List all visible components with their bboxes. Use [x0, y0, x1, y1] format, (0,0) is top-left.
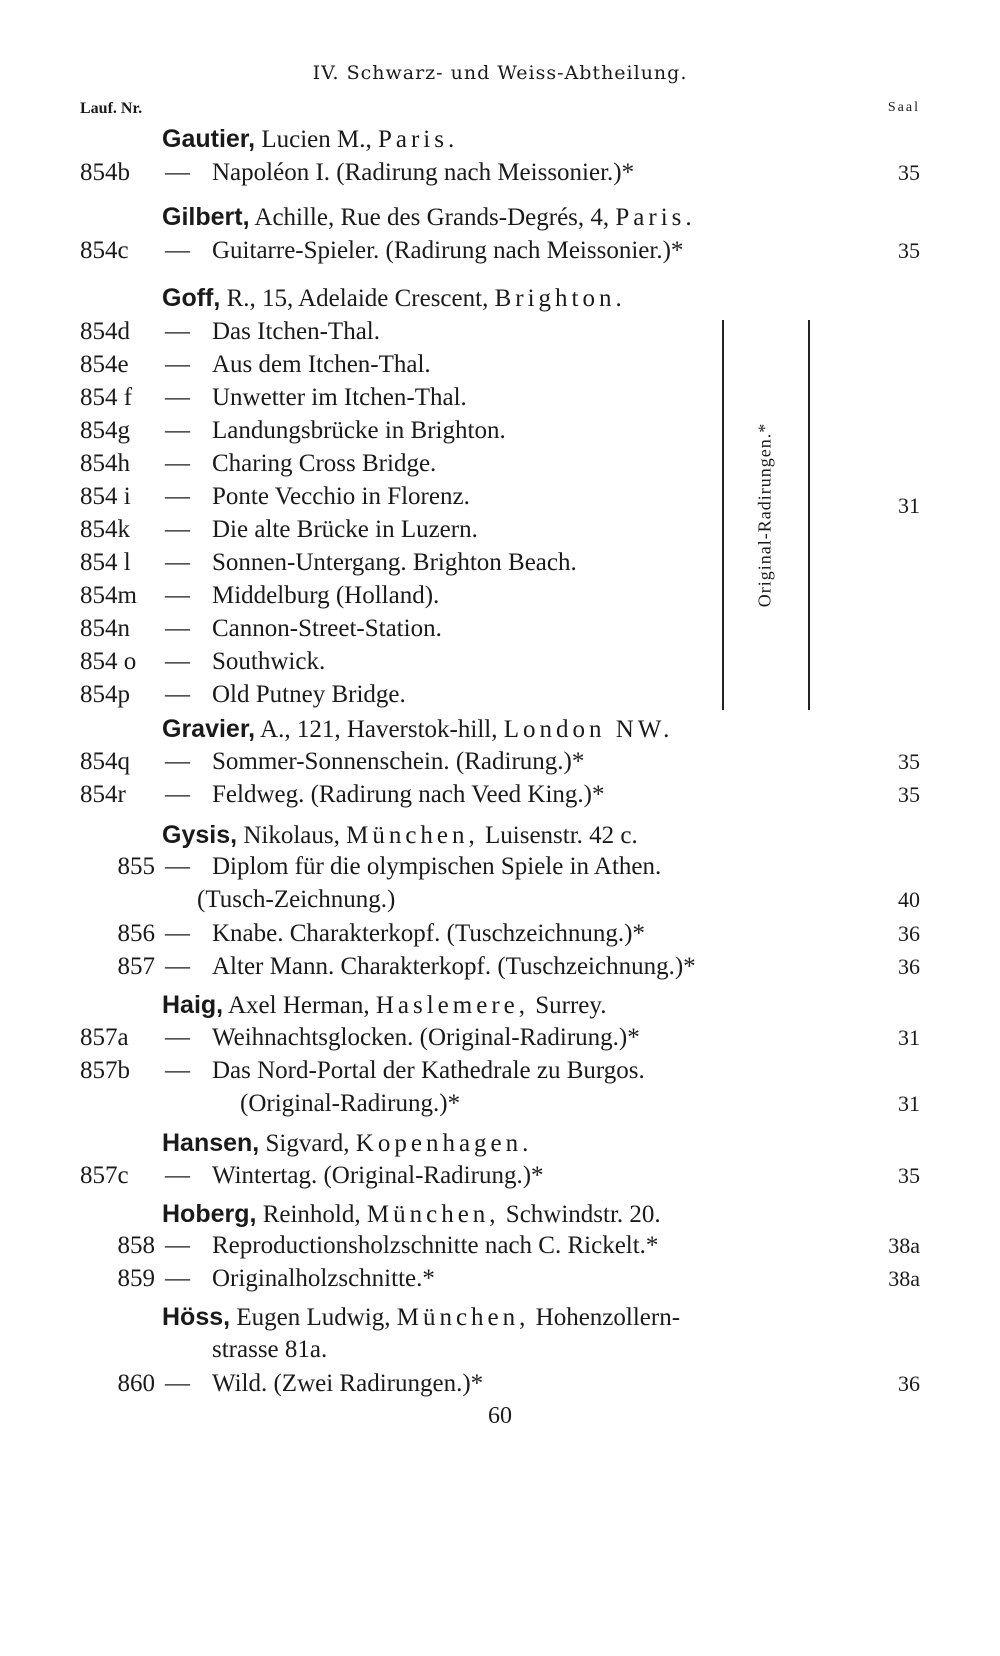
entry-title: Unwetter im Itchen-Thal.	[212, 384, 467, 411]
room-number: 36	[898, 1371, 920, 1396]
entry-title: Middelburg (Holland).	[212, 582, 440, 609]
entry-title: Wild. (Zwei Radirungen.)*	[212, 1370, 484, 1397]
entry-number: 854 l	[80, 549, 131, 576]
entry-title: Reproductionsholzschnitte nach C. Rickelt.*	[212, 1232, 659, 1259]
room-number: 31	[898, 1091, 920, 1116]
entry-number: 857a	[80, 1024, 129, 1051]
entry-number: 854q	[80, 748, 130, 775]
entry-title: Napoléon I. (Radirung nach Meissonier.)*	[212, 159, 635, 186]
catalogue-entry: 854h — Charing Cross Bridge.	[0, 447, 1000, 481]
entry-number: 857b	[80, 1057, 130, 1084]
artist-name: Gilbert,	[162, 203, 250, 231]
entry-title: Diplom für die olympischen Spiele in Athen.	[212, 853, 662, 880]
entry-title: Southwick.	[212, 648, 326, 675]
entry-title: Landungsbrücke in Brighton.	[212, 417, 506, 444]
room-number: 31	[898, 1025, 920, 1050]
entry-number: 854 i	[80, 483, 131, 510]
catalogue-entry: 857 — Alter Mann. Charakterkopf. (Tuschzeichnung.)* 36	[0, 950, 1000, 984]
entry-title: Guitarre-Spieler. (Radirung nach Meissonier.)*	[212, 237, 684, 264]
room-number: 36	[898, 954, 920, 979]
entry-number: 854h	[80, 450, 130, 477]
catalogue-entry: 854e — Aus dem Itchen-Thal.	[0, 348, 1000, 382]
catalogue-entry: 854n — Cannon-Street-Station.	[0, 612, 1000, 646]
group-bracket-left	[722, 320, 724, 710]
entry-number: 854m	[80, 582, 137, 609]
room-number: 38a	[888, 1233, 920, 1258]
entry-number: 854k	[80, 516, 130, 543]
artist-heading: Hoberg, Reinhold, München, Schwindstr. 20.	[162, 1200, 661, 1228]
page-number: 60	[488, 1403, 512, 1429]
artist-name: Haig,	[162, 991, 224, 1019]
entry-title: Originalholzschnitte.*	[212, 1265, 435, 1292]
catalogue-entry: 854 f — Unwetter im Itchen-Thal.	[0, 381, 1000, 415]
room-number: 38a	[888, 1266, 920, 1291]
artist-address-continued: strasse 81a.	[212, 1336, 328, 1363]
entry-title: Wintertag. (Original-Radirung.)*	[212, 1162, 544, 1189]
entry-title: Ponte Vecchio in Florenz.	[212, 483, 470, 510]
catalogue-entry: 854m — Middelburg (Holland).	[0, 579, 1000, 613]
room-number: 35	[898, 1163, 920, 1188]
artist-name: Gysis,	[162, 821, 238, 849]
entry-number: 860	[117, 1370, 155, 1397]
room-number: 31	[898, 493, 920, 518]
column-label-lauf-nr: Lauf. Nr.	[80, 100, 143, 117]
catalogue-entry: 854q — Sommer-Sonnenschein. (Radirung.)* 35	[0, 745, 1000, 779]
artist-heading: Hansen, Sigvard, Kopenhagen.	[162, 1129, 533, 1157]
artist-heading: Gysis, Nikolaus, München, Luisenstr. 42 c.	[162, 821, 638, 849]
entry-number: 858	[117, 1232, 155, 1259]
entry-title: Weihnachtsglocken. (Original-Radirung.)*	[212, 1024, 640, 1051]
room-number: 35	[898, 238, 920, 263]
catalogue-entry: 860 — Wild. (Zwei Radirungen.)* 36	[0, 1367, 1000, 1401]
artist-heading-continued	[0, 1333, 1000, 1367]
artist-name: Gautier,	[162, 125, 256, 153]
entry-title-continued: (Tusch-Zeichnung.)	[197, 886, 396, 913]
artist-heading: Gilbert, Achille, Rue des Grands-Degrés, 4, Paris.	[162, 203, 696, 231]
catalogue-entry: 854b — Napoléon I. (Radirung nach Meissonier.)* 35	[0, 156, 1000, 190]
entry-number: 856	[117, 920, 155, 947]
entry-number: 859	[117, 1265, 155, 1292]
artist-heading: Höss, Eugen Ludwig, München, Hohenzollern-	[162, 1303, 681, 1331]
entry-number: 854g	[80, 417, 130, 444]
entry-number: 857	[117, 953, 155, 980]
catalogue-entry-continued	[0, 1087, 1000, 1121]
artist-name: Hoberg,	[162, 1200, 257, 1228]
catalogue-entry: 859 — Originalholzschnitte.* 38a	[0, 1262, 1000, 1296]
catalogue-entry: 854 o — Southwick.	[0, 645, 1000, 679]
entry-title: Die alte Brücke in Luzern.	[212, 516, 478, 543]
catalogue-entry: 854c — Guitarre-Spieler. (Radirung nach Meissonier.)* 35	[0, 234, 1000, 268]
catalogue-entry-continued	[0, 883, 1000, 917]
entry-title-continued: (Original-Radirung.)*	[240, 1090, 461, 1117]
entry-title: Alter Mann. Charakterkopf. (Tuschzeichnung.)*	[212, 953, 696, 980]
entry-number: 854d	[80, 318, 130, 345]
artist-name: Gravier,	[162, 715, 256, 743]
group-bracket-right	[808, 320, 810, 710]
artist-heading: Gravier, A., 121, Haverstok-hill, London NW.	[162, 715, 674, 743]
artist-name: Goff,	[162, 284, 221, 312]
artist-name: Hansen,	[162, 1129, 260, 1157]
entry-number: 854r	[80, 781, 126, 808]
catalogue-entry: 857c — Wintertag. (Original-Radirung.)* 35	[0, 1159, 1000, 1193]
entry-number: 854c	[80, 237, 129, 264]
entry-number: 854 o	[80, 648, 137, 675]
entry-title: Das Itchen-Thal.	[212, 318, 380, 345]
entry-title: Aus dem Itchen-Thal.	[212, 351, 431, 378]
column-label-saal: Saal	[887, 100, 920, 115]
artist-name: Höss,	[162, 1303, 231, 1331]
entry-title: Sommer-Sonnenschein. (Radirung.)*	[212, 748, 585, 775]
entry-title: Charing Cross Bridge.	[212, 450, 437, 477]
catalogue-entry: 857a — Weihnachtsglocken. (Original-Radirung.)* 31	[0, 1021, 1000, 1055]
catalogue-entry: 856 — Knabe. Charakterkopf. (Tuschzeichnung.)* 36	[0, 917, 1000, 951]
room-number: 35	[898, 160, 920, 185]
catalogue-entry: 854g — Landungsbrücke in Brighton.	[0, 414, 1000, 448]
entry-title: Old Putney Bridge.	[212, 681, 406, 708]
catalogue-entry: 857b — Das Nord-Portal der Kathedrale zu Burgos.	[0, 1054, 1000, 1088]
room-number: 40	[898, 887, 920, 912]
catalogue-entry: 854r — Feldweg. (Radirung nach Veed King.)* 35	[0, 778, 1000, 812]
entry-number: 857c	[80, 1162, 129, 1189]
page-header: IV. Schwarz- und Weiss-Abtheilung.	[312, 62, 688, 84]
catalogue-entry: 854 l — Sonnen-Untergang. Brighton Beach.	[0, 546, 1000, 580]
room-number: 35	[898, 749, 920, 774]
catalogue-page: IV. Schwarz- und Weiss-Abtheilung. Lauf. Nr. Saal Gautier, Lucien M., Paris. 854b — Napoléon I. (Radirung nach Meissonier.)* 35 Gilbert, Achille, Rue des Grands-Degrés, 4, Paris. 854c — Guitarre-Spieler. (Radirung nach Meissonier.)* 35 Goff, R., 15, Adelaide Crescent, Brighton. 854d — Das Itchen-Thal. 854e — Aus dem Itchen-Thal. 854 f — Unwetter im Itchen-Thal. 854g — Landungsbrücke in Brighton. 854h — Charing Cross Bridge. 854 i — Ponte Vecchio in Florenz. 854k — Die alte Brücke in Luzern. 854 l — Sonnen-Untergang. Brighton Beach. 854m — Middelburg (Holland). 854n — Cannon-Street-Station. 854 o — Southwick. 854p — Old Putney Bridge. Original-Radirungen.* 31 Gravier, A., 121, Haverstok-hill, London NW. 854q — Sommer-Sonnenschein. (Radirung.)* 35 854r — Feldweg. (Radirung nach Veed King.)* 35 Gysis, Nikolaus, München, Luisenstr. 42 c. 855 — Diplom für die olympischen Spiele in Athen. (Tusch-Zeichnung.) 40 856 — Knabe. Charakterkopf. (Tuschzeichnung.)* 36 857 — Alter Mann. Charakterkopf. (Tuschzeichnung.)* 36 Haig, Axel Herman, Haslemere, Surrey. 857a — Weihnachtsglocken. (Original-Radirung.)* 31 857b — Das Nord-Portal der Kathedrale zu Burgos. (Original-Radirung.)* 31 Hansen, Sigvard, Kopenhagen. 857c — Wintertag. (Original-Radirung.)* 35 Hoberg, Reinhold, München, Schwindstr. 20. 858 — Reproductionsholzschnitte nach C. Rickelt.* 38a 859 — Originalholzschnitte.* 38a Höss, Eugen Ludwig, München, Hohenzollern- strasse 81a. 860 — Wild. (Zwei Radirungen.)* 36 60	[0, 0, 1000, 1656]
entry-number: 855	[117, 853, 155, 880]
room-number: 35	[898, 782, 920, 807]
catalogue-entry: 854 i — Ponte Vecchio in Florenz.	[0, 480, 1000, 514]
entry-number: 854n	[80, 615, 130, 642]
entry-title: Knabe. Charakterkopf. (Tuschzeichnung.)*	[212, 920, 645, 947]
entry-number: 854p	[80, 681, 130, 708]
entry-number: 854 f	[80, 384, 133, 411]
catalogue-entry: 854p — Old Putney Bridge.	[0, 678, 1000, 712]
artist-heading: Goff, R., 15, Adelaide Crescent, Brighton.	[162, 284, 626, 312]
catalogue-entry: 855 — Diplom für die olympischen Spiele in Athen.	[0, 850, 1000, 884]
artist-heading: Haig, Axel Herman, Haslemere, Surrey.	[162, 991, 607, 1019]
entry-title: Das Nord-Portal der Kathedrale zu Burgos.	[212, 1057, 645, 1084]
entry-title: Cannon-Street-Station.	[212, 615, 442, 642]
entry-title: Feldweg. (Radirung nach Veed King.)*	[212, 781, 605, 808]
catalogue-entry: 858 — Reproductionsholzschnitte nach C. Rickelt.* 38a	[0, 1229, 1000, 1263]
catalogue-entry: 854d — Das Itchen-Thal.	[0, 315, 1000, 349]
room-number: 36	[898, 921, 920, 946]
entry-title: Sonnen-Untergang. Brighton Beach.	[212, 549, 577, 576]
artist-heading: Gautier, Lucien M., Paris.	[162, 125, 459, 153]
entry-number: 854b	[80, 159, 130, 186]
catalogue-entry: 854k — Die alte Brücke in Luzern.	[0, 513, 1000, 547]
entry-number: 854e	[80, 351, 129, 378]
